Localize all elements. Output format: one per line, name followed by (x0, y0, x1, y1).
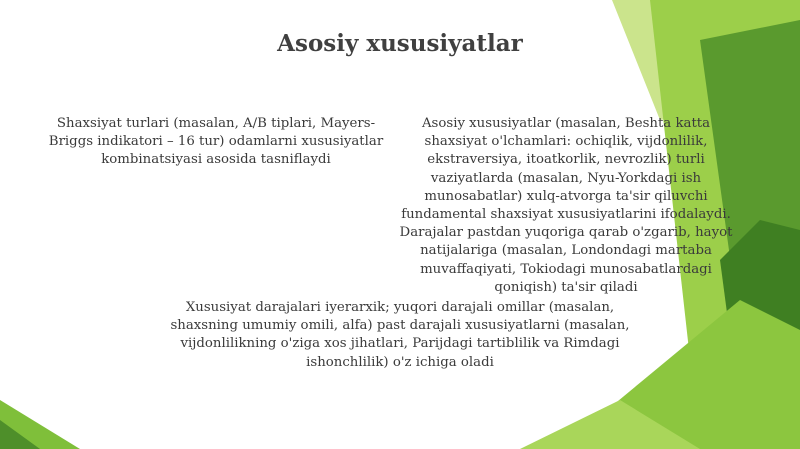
left-paragraph: Shaxsiyat turlari (masalan, A/B tiplari, Mayers-Briggs indikatori – 16 tur) odamlarni xususiyatlar kombinatsiyasi asosida tasniflaydi (48, 116, 384, 168)
slide-title: Asosiy xususiyatlar (277, 30, 523, 57)
right-paragraph: Asosiy xususiyatlar (masalan, Beshta katta shaxsiyat o'lchamlari: ochiqlik, vijdonlilik, ekstraversiya, itoatkorlik, nevrozlik) turli vaziyatlarda (masalan, Nyu-Yorkdagi ish munosabatlar) xulq-atvorga ta'sir qiluvchi fundamental shaxsiyat xususiyatlarini ifodalaydi. Darajalar pastdan yuqoriga qarab o'zgarib, hayot natijalariga (masalan, Londondagi martaba muvaffaqiyati, Tokiodagi munosabatlardagi qoniqish) ta'sir qiladi (399, 116, 733, 295)
bottom-paragraph: Xususiyat darajalari iyerarxik; yuqori darajali omillar (masalan, shaxsning umumiy omili, alfa) past darajali xususiyatlarni (masalan, vijdonlilikning o'ziga xos jihatlari, Parijdagi tartiblilik va Rimdagi ishonchlilik) o'z ichiga oladi (170, 300, 630, 370)
